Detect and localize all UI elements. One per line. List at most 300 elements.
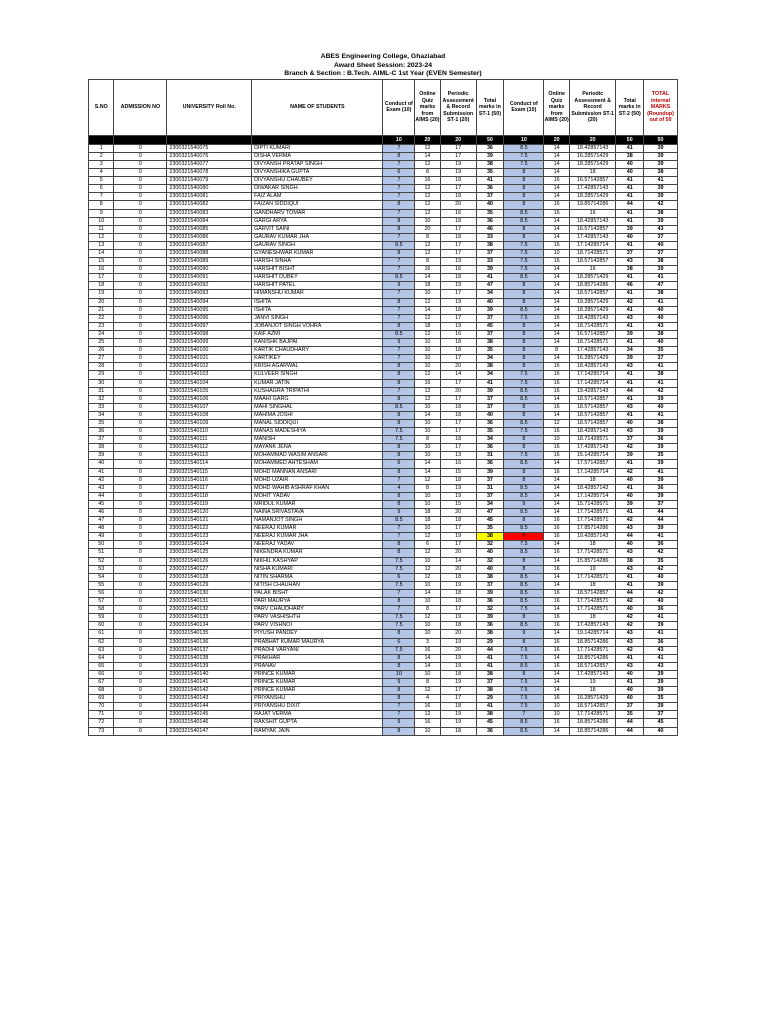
total-2: 40 xyxy=(616,419,644,427)
sno: 10 xyxy=(89,217,114,225)
quiz-2: 14 xyxy=(544,484,569,492)
total-1: 40 xyxy=(476,298,504,306)
quiz-1: 10 xyxy=(415,355,440,363)
quiz-1: 8 xyxy=(415,233,440,241)
quiz-2: 14 xyxy=(544,298,569,306)
sno: 55 xyxy=(89,581,114,589)
periodic-2: 18.71428571 xyxy=(569,322,616,330)
conduct-1: 7 xyxy=(383,193,415,201)
student-name: ISHITA xyxy=(252,298,383,306)
total-2: 41 xyxy=(616,371,644,379)
conduct-1: 9 xyxy=(383,339,415,347)
internal-total: 39 xyxy=(644,622,678,630)
admission-no: 0 xyxy=(114,646,167,654)
periodic-2: 18.28571429 xyxy=(569,274,616,282)
student-name: NIKENDRA KUMAR xyxy=(252,549,383,557)
conduct-1: 7 xyxy=(383,347,415,355)
total-1: 29 xyxy=(476,638,504,646)
admission-no: 0 xyxy=(114,152,167,160)
sno: 32 xyxy=(89,395,114,403)
table-row xyxy=(89,492,678,500)
quiz-1: 12 xyxy=(415,298,440,306)
conduct-2: 8.5 xyxy=(504,598,544,606)
table-row xyxy=(89,241,678,249)
sno: 25 xyxy=(89,339,114,347)
total-1: 38 xyxy=(476,241,504,249)
student-name: PARI MAURYA xyxy=(252,598,383,606)
student-name: PALAK BISHT xyxy=(252,589,383,597)
roll-no: 2300321540133 xyxy=(167,614,252,622)
student-name: PARV CHAUDHARY xyxy=(252,606,383,614)
sno: 49 xyxy=(89,533,114,541)
total-2: 34 xyxy=(616,347,644,355)
quiz-2: 14 xyxy=(544,355,569,363)
total-1: 45 xyxy=(476,719,504,727)
total-2: 44 xyxy=(616,719,644,727)
total-2: 37 xyxy=(616,703,644,711)
conduct-1: 8 xyxy=(383,411,415,419)
sno: 43 xyxy=(89,484,114,492)
quiz-1: 14 xyxy=(415,460,440,468)
periodic-2: 17.71428571 xyxy=(569,598,616,606)
quiz-1: 10 xyxy=(415,419,440,427)
periodic-1: 20 xyxy=(440,549,476,557)
periodic-2: 17.42857143 xyxy=(569,347,616,355)
periodic-1: 20 xyxy=(440,630,476,638)
student-name: MAHIMA JOSHI xyxy=(252,411,383,419)
internal-total: 43 xyxy=(644,225,678,233)
admission-no: 0 xyxy=(114,695,167,703)
periodic-1: 19 xyxy=(440,614,476,622)
internal-total: 37 xyxy=(644,250,678,258)
total-2: 38 xyxy=(616,557,644,565)
conduct-2: 8.5 xyxy=(504,209,544,217)
student-name: KRISH AGARWAL xyxy=(252,363,383,371)
sno: 21 xyxy=(89,306,114,314)
sno: 7 xyxy=(89,193,114,201)
internal-total: 38 xyxy=(644,169,678,177)
col-periodic-2: Periodic Assessment & Record Submission ST-1 (20) xyxy=(569,79,616,135)
admission-no: 0 xyxy=(114,670,167,678)
table-row xyxy=(89,557,678,565)
conduct-2: 8.5 xyxy=(504,306,544,314)
conduct-2: 9 xyxy=(504,533,544,541)
sno: 31 xyxy=(89,387,114,395)
roll-no: 2300321540094 xyxy=(167,298,252,306)
conduct-2: 8 xyxy=(504,330,544,338)
roll-no: 2300321540140 xyxy=(167,670,252,678)
quiz-1: 12 xyxy=(415,711,440,719)
table-row xyxy=(89,452,678,460)
quiz-1: 14 xyxy=(415,589,440,597)
sno: 71 xyxy=(89,711,114,719)
internal-total: 39 xyxy=(644,144,678,152)
quiz-1: 12 xyxy=(415,209,440,217)
total-2: 41 xyxy=(616,573,644,581)
quiz-2: 16 xyxy=(544,614,569,622)
admission-no: 0 xyxy=(114,500,167,508)
quiz-1: 4 xyxy=(415,695,440,703)
quiz-1: 8 xyxy=(415,678,440,686)
conduct-1: 8 xyxy=(383,541,415,549)
total-2: 42 xyxy=(616,614,644,622)
table-row xyxy=(89,622,678,630)
admission-no: 0 xyxy=(114,703,167,711)
student-name: HIMANSHU KUMAR xyxy=(252,290,383,298)
student-name: HARSH SINHA xyxy=(252,258,383,266)
quiz-2: 16 xyxy=(544,525,569,533)
periodic-2: 18.42857143 xyxy=(569,484,616,492)
quiz-2: 14 xyxy=(544,339,569,347)
roll-no: 2300321540117 xyxy=(167,484,252,492)
sno: 72 xyxy=(89,719,114,727)
admission-no: 0 xyxy=(114,306,167,314)
total-2: 40 xyxy=(616,160,644,168)
quiz-1: 10 xyxy=(415,452,440,460)
sno: 61 xyxy=(89,630,114,638)
conduct-2: 8 xyxy=(504,403,544,411)
student-name: JANVI SINGH xyxy=(252,314,383,322)
sno: 62 xyxy=(89,638,114,646)
total-1: 44 xyxy=(476,646,504,654)
roll-no: 2300321540082 xyxy=(167,201,252,209)
total-1: 37 xyxy=(476,330,504,338)
max-mark: 10 xyxy=(383,135,415,144)
quiz-2: 16 xyxy=(544,598,569,606)
internal-total: 42 xyxy=(644,201,678,209)
total-2: 43 xyxy=(616,258,644,266)
admission-no: 0 xyxy=(114,444,167,452)
table-row xyxy=(89,687,678,695)
total-2: 41 xyxy=(616,306,644,314)
sno: 28 xyxy=(89,363,114,371)
roll-no: 2300321540075 xyxy=(167,144,252,152)
total-1: 33 xyxy=(476,233,504,241)
roll-no: 2300321540142 xyxy=(167,687,252,695)
conduct-1: 8 xyxy=(383,468,415,476)
sno: 5 xyxy=(89,177,114,185)
total-1: 38 xyxy=(476,573,504,581)
sno: 44 xyxy=(89,492,114,500)
roll-no: 2300321540127 xyxy=(167,565,252,573)
quiz-2: 14 xyxy=(544,476,569,484)
internal-total: 36 xyxy=(644,541,678,549)
periodic-1: 17 xyxy=(440,185,476,193)
quiz-2: 16 xyxy=(544,719,569,727)
table-row xyxy=(89,444,678,452)
periodic-1: 20 xyxy=(440,509,476,517)
roll-no: 2300321540126 xyxy=(167,557,252,565)
quiz-1: 10 xyxy=(415,347,440,355)
total-2: 40 xyxy=(616,476,644,484)
table-row xyxy=(89,606,678,614)
admission-no: 0 xyxy=(114,662,167,670)
roll-no: 2300321540105 xyxy=(167,387,252,395)
admission-no: 0 xyxy=(114,573,167,581)
internal-total: 39 xyxy=(644,428,678,436)
conduct-2: 8 xyxy=(504,565,544,573)
total-2: 41 xyxy=(616,274,644,282)
internal-total: 44 xyxy=(644,517,678,525)
roll-no: 2300321540076 xyxy=(167,152,252,160)
periodic-1: 17 xyxy=(440,395,476,403)
internal-total: 40 xyxy=(644,241,678,249)
quiz-1: 12 xyxy=(415,549,440,557)
student-name: ISHITA xyxy=(252,306,383,314)
conduct-2: 8 xyxy=(504,339,544,347)
total-1: 37 xyxy=(476,314,504,322)
periodic-2: 18.57142857 xyxy=(569,703,616,711)
table-row xyxy=(89,193,678,201)
roll-no: 2300321540107 xyxy=(167,403,252,411)
quiz-2: 16 xyxy=(544,565,569,573)
internal-total: 39 xyxy=(644,492,678,500)
roll-no: 2300321540093 xyxy=(167,290,252,298)
periodic-1: 19 xyxy=(440,678,476,686)
sno: 17 xyxy=(89,274,114,282)
conduct-1: 7 xyxy=(383,387,415,395)
quiz-2: 16 xyxy=(544,363,569,371)
sno: 69 xyxy=(89,695,114,703)
admission-no: 0 xyxy=(114,169,167,177)
roll-no: 2300321540104 xyxy=(167,379,252,387)
internal-total: 41 xyxy=(644,614,678,622)
periodic-1: 14 xyxy=(440,557,476,565)
sno: 29 xyxy=(89,371,114,379)
roll-no: 2300321540095 xyxy=(167,306,252,314)
col-total-1: Total marks in ST-1 (50) xyxy=(476,79,504,135)
conduct-1: 9 xyxy=(383,719,415,727)
quiz-2: 14 xyxy=(544,144,569,152)
table-row xyxy=(89,411,678,419)
conduct-2: 7.5 xyxy=(504,152,544,160)
conduct-2: 8.5 xyxy=(504,419,544,427)
periodic-2: 18.85714286 xyxy=(569,638,616,646)
quiz-2: 14 xyxy=(544,282,569,290)
periodic-1: 19 xyxy=(440,581,476,589)
quiz-1: 8 xyxy=(415,606,440,614)
conduct-1: 8.5 xyxy=(383,403,415,411)
total-1: 47 xyxy=(476,509,504,517)
table-row xyxy=(89,638,678,646)
table-row xyxy=(89,654,678,662)
conduct-1: 8 xyxy=(383,322,415,330)
admission-no: 0 xyxy=(114,541,167,549)
periodic-1: 18 xyxy=(440,411,476,419)
quiz-2: 10 xyxy=(544,711,569,719)
periodic-1: 20 xyxy=(440,363,476,371)
quiz-1: 10 xyxy=(415,290,440,298)
table-row xyxy=(89,298,678,306)
periodic-2: 16 xyxy=(569,266,616,274)
table-row xyxy=(89,711,678,719)
conduct-1: 7.5 xyxy=(383,622,415,630)
internal-total: 41 xyxy=(644,468,678,476)
conduct-1: 7.5 xyxy=(383,581,415,589)
student-name: GARGI ARYA xyxy=(252,217,383,225)
periodic-2: 19 xyxy=(569,678,616,686)
quiz-1: 10 xyxy=(415,598,440,606)
quiz-1: 18 xyxy=(415,509,440,517)
total-2: 40 xyxy=(616,606,644,614)
sno: 48 xyxy=(89,525,114,533)
roll-no: 2300321540085 xyxy=(167,225,252,233)
student-name: PRINCE KUMAR xyxy=(252,670,383,678)
periodic-1: 20 xyxy=(440,565,476,573)
admission-no: 0 xyxy=(114,468,167,476)
conduct-1: 6 xyxy=(383,573,415,581)
conduct-1: 7 xyxy=(383,589,415,597)
admission-no: 0 xyxy=(114,460,167,468)
admission-no: 0 xyxy=(114,314,167,322)
internal-total: 39 xyxy=(644,687,678,695)
sno: 3 xyxy=(89,160,114,168)
conduct-2: 8 xyxy=(504,193,544,201)
internal-total: 39 xyxy=(644,185,678,193)
quiz-2: 14 xyxy=(544,541,569,549)
table-row xyxy=(89,266,678,274)
conduct-1: 7 xyxy=(383,144,415,152)
table-row xyxy=(89,403,678,411)
table-row xyxy=(89,250,678,258)
quiz-2: 14 xyxy=(544,217,569,225)
sno: 66 xyxy=(89,670,114,678)
col-quiz-2: Online Quiz marks from AIMS (20) xyxy=(544,79,569,135)
quiz-2: 8 xyxy=(544,347,569,355)
internal-total: 47 xyxy=(644,282,678,290)
sno: 40 xyxy=(89,460,114,468)
conduct-2: 8 xyxy=(504,670,544,678)
internal-total: 40 xyxy=(644,403,678,411)
periodic-1: 17 xyxy=(440,144,476,152)
internal-total: 39 xyxy=(644,395,678,403)
admission-no: 0 xyxy=(114,581,167,589)
quiz-1: 10 xyxy=(415,630,440,638)
admission-no: 0 xyxy=(114,476,167,484)
roll-no: 2300321540088 xyxy=(167,250,252,258)
sno: 11 xyxy=(89,225,114,233)
periodic-2: 18.71428571 xyxy=(569,339,616,347)
admission-no: 0 xyxy=(114,217,167,225)
quiz-2: 16 xyxy=(544,444,569,452)
periodic-1: 20 xyxy=(440,387,476,395)
quiz-2: 14 xyxy=(544,185,569,193)
periodic-1: 18 xyxy=(440,274,476,282)
total-2: 40 xyxy=(616,169,644,177)
conduct-1: 8 xyxy=(383,217,415,225)
periodic-2: 17.14285714 xyxy=(569,379,616,387)
periodic-1: 13 xyxy=(440,452,476,460)
periodic-1: 18 xyxy=(440,193,476,201)
admission-no: 0 xyxy=(114,678,167,686)
total-1: 37 xyxy=(476,581,504,589)
periodic-2: 18.57142857 xyxy=(569,589,616,597)
conduct-1: 9 xyxy=(383,678,415,686)
periodic-1: 17 xyxy=(440,428,476,436)
periodic-2: 18 xyxy=(569,581,616,589)
table-row xyxy=(89,152,678,160)
admission-no: 0 xyxy=(114,330,167,338)
periodic-2: 17.14285714 xyxy=(569,492,616,500)
conduct-2: 8 xyxy=(504,411,544,419)
roll-no: 2300321540079 xyxy=(167,177,252,185)
student-name: KANISHK BAJPAI xyxy=(252,339,383,347)
conduct-2: 8 xyxy=(504,436,544,444)
student-name: NITIN SHARMA xyxy=(252,573,383,581)
roll-no: 2300321540131 xyxy=(167,598,252,606)
quiz-1: 10 xyxy=(415,557,440,565)
admission-no: 0 xyxy=(114,565,167,573)
periodic-2: 16.57142857 xyxy=(569,177,616,185)
conduct-1: 7 xyxy=(383,355,415,363)
session-title: Award Sheet Session: 2023-24 xyxy=(333,61,433,69)
quiz-2: 16 xyxy=(544,589,569,597)
quiz-2: 16 xyxy=(544,177,569,185)
quiz-2: 14 xyxy=(544,509,569,517)
periodic-1: 17 xyxy=(440,250,476,258)
conduct-1: 7 xyxy=(383,711,415,719)
total-2: 41 xyxy=(616,177,644,185)
branch-title: Branch & Section : B.Tech. AIML-C 1st Year (EVEN Semester) xyxy=(284,70,482,78)
roll-no: 2300321540147 xyxy=(167,727,252,735)
total-2: 43 xyxy=(616,363,644,371)
internal-total: 41 xyxy=(644,654,678,662)
periodic-1: 17 xyxy=(440,541,476,549)
quiz-1: 14 xyxy=(415,654,440,662)
periodic-2: 16.28571429 xyxy=(569,152,616,160)
sheet-header xyxy=(88,53,678,79)
table-row xyxy=(89,379,678,387)
conduct-1: 4 xyxy=(383,484,415,492)
student-name: NEERAJ KUMAR JHA xyxy=(252,533,383,541)
periodic-2: 17.42857143 xyxy=(569,185,616,193)
internal-total: 37 xyxy=(644,355,678,363)
college-title: ABES Engineering College, Ghaziabad xyxy=(320,53,446,60)
periodic-2: 17.71428571 xyxy=(569,517,616,525)
admission-no: 0 xyxy=(114,395,167,403)
student-name: MANAS MADESHIYA xyxy=(252,428,383,436)
student-name: JOBANJOT SINGH VOHRA xyxy=(252,322,383,330)
periodic-2: 18.71428571 xyxy=(569,250,616,258)
quiz-2: 16 xyxy=(544,695,569,703)
conduct-1: 8 xyxy=(383,452,415,460)
periodic-1: 18 xyxy=(440,177,476,185)
admission-no: 0 xyxy=(114,266,167,274)
periodic-1: 18 xyxy=(440,403,476,411)
total-1: 36 xyxy=(476,460,504,468)
internal-total: 39 xyxy=(644,476,678,484)
sno: 54 xyxy=(89,573,114,581)
conduct-2: 8 xyxy=(504,177,544,185)
admission-no: 0 xyxy=(114,355,167,363)
total-2: 43 xyxy=(616,314,644,322)
conduct-1: 8 xyxy=(383,363,415,371)
total-2: 40 xyxy=(616,541,644,549)
quiz-2: 14 xyxy=(544,573,569,581)
periodic-1: 18 xyxy=(440,670,476,678)
table-row xyxy=(89,614,678,622)
internal-total: 41 xyxy=(644,411,678,419)
conduct-2: 7.5 xyxy=(504,646,544,654)
conduct-2: 8 xyxy=(504,614,544,622)
award-sheet xyxy=(88,53,678,736)
student-name: DIVYANSH PRATAP SINGH xyxy=(252,160,383,168)
conduct-1: 8 xyxy=(383,298,415,306)
periodic-1: 18 xyxy=(440,339,476,347)
student-name: MOHD WAHIB ASHRAF KHAN xyxy=(252,484,383,492)
periodic-1: 19 xyxy=(440,492,476,500)
conduct-1: 6 xyxy=(383,460,415,468)
